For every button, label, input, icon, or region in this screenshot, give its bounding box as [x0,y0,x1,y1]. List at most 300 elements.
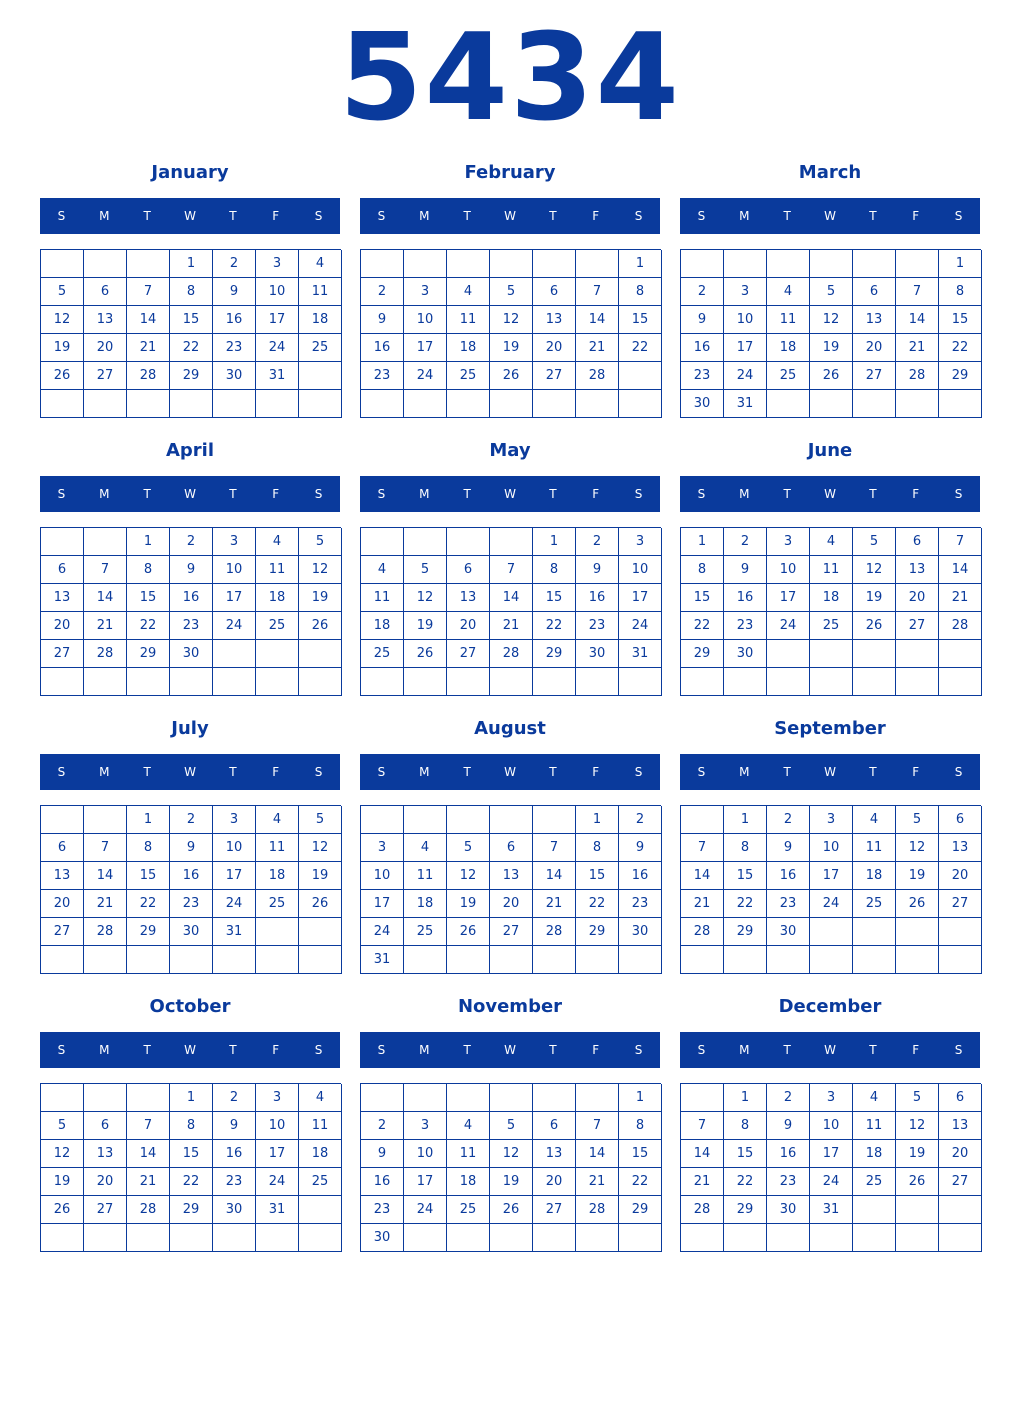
weekday-label: S [954,487,963,501]
day-cell: 3 [810,806,853,834]
day-cell: 11 [447,306,490,334]
empty-day-cell [84,1224,127,1252]
weekday-label: M [419,487,430,501]
empty-day-cell [299,362,342,390]
month-name: May [489,440,531,461]
day-cell: 8 [576,834,619,862]
day-cell: 30 [724,640,767,668]
day-cell: 27 [533,1196,576,1224]
day-cell: 21 [576,1168,619,1196]
empty-day-cell [490,946,533,974]
day-cell: 26 [490,362,533,390]
empty-day-cell [41,250,84,278]
empty-day-cell [853,390,896,418]
weekday-label: S [57,1043,66,1057]
empty-day-cell [939,668,982,696]
day-cell: 4 [256,806,299,834]
day-grid [40,1083,341,1252]
empty-day-cell [810,640,853,668]
empty-day-cell [127,946,170,974]
empty-day-cell [127,390,170,418]
day-cell: 18 [447,1168,490,1196]
day-cell: 15 [170,306,213,334]
day-cell: 27 [939,1168,982,1196]
day-grid [360,527,661,696]
empty-day-cell [404,668,447,696]
day-cell: 4 [853,806,896,834]
empty-day-cell [447,1224,490,1252]
day-cell: 8 [681,556,724,584]
empty-day-cell [767,1224,810,1252]
weekday-label: T [229,1043,237,1057]
day-cell: 5 [41,278,84,306]
day-cell: 9 [681,306,724,334]
day-cell: 26 [299,890,342,918]
day-cell: 23 [767,1168,810,1196]
day-cell: 19 [41,1168,84,1196]
weekday-header [680,476,980,512]
day-cell: 12 [490,306,533,334]
empty-day-cell [447,390,490,418]
day-cell: 28 [84,918,127,946]
empty-day-cell [681,250,724,278]
weekday-label: T [549,487,557,501]
day-cell: 27 [41,918,84,946]
empty-day-cell [447,250,490,278]
day-cell: 26 [299,612,342,640]
weekday-label: T [549,209,557,223]
day-cell: 24 [213,612,256,640]
day-cell: 10 [256,1112,299,1140]
empty-day-cell [404,250,447,278]
day-cell: 3 [256,250,299,278]
day-cell: 21 [533,890,576,918]
day-cell: 16 [619,862,662,890]
empty-day-cell [853,250,896,278]
day-cell: 9 [361,1140,404,1168]
day-cell: 23 [681,362,724,390]
weekday-label: W [504,209,516,223]
day-cell: 21 [84,612,127,640]
day-cell: 3 [213,806,256,834]
weekday-header [680,1032,980,1068]
day-cell: 26 [810,362,853,390]
day-cell: 31 [213,918,256,946]
day-cell: 14 [490,584,533,612]
day-cell: 16 [361,1168,404,1196]
weekday-label: F [912,765,920,779]
day-cell: 29 [619,1196,662,1224]
day-cell: 29 [533,640,576,668]
day-cell: 12 [299,556,342,584]
day-cell: 27 [853,362,896,390]
day-cell: 16 [767,862,810,890]
weekday-label: S [697,1043,706,1057]
day-cell: 24 [619,612,662,640]
empty-day-cell [896,390,939,418]
empty-day-cell [361,390,404,418]
day-cell: 16 [724,584,767,612]
day-grid [680,249,981,418]
day-cell: 22 [939,334,982,362]
empty-day-cell [533,946,576,974]
weekday-label: S [697,765,706,779]
day-cell: 3 [361,834,404,862]
day-cell: 27 [84,1196,127,1224]
day-grid [680,527,981,696]
day-cell: 7 [681,1112,724,1140]
day-cell: 22 [576,890,619,918]
weekday-label: F [912,209,920,223]
day-cell: 19 [896,1140,939,1168]
day-cell: 20 [939,1140,982,1168]
day-cell: 2 [767,806,810,834]
weekday-label: S [377,209,386,223]
empty-day-cell [447,528,490,556]
day-cell: 5 [41,1112,84,1140]
day-cell: 24 [767,612,810,640]
day-cell: 23 [361,1196,404,1224]
day-cell: 6 [447,556,490,584]
weekday-header [40,476,340,512]
day-cell: 13 [41,862,84,890]
day-cell: 1 [724,806,767,834]
weekday-label: W [504,765,516,779]
day-cell: 10 [810,1112,853,1140]
empty-day-cell [681,668,724,696]
day-cell: 9 [213,278,256,306]
day-cell: 2 [213,1084,256,1112]
day-cell: 13 [447,584,490,612]
day-cell: 2 [361,1112,404,1140]
empty-day-cell [853,1224,896,1252]
empty-day-cell [361,806,404,834]
day-cell: 1 [127,806,170,834]
day-cell: 29 [127,640,170,668]
weekday-label: S [954,1043,963,1057]
empty-day-cell [767,390,810,418]
day-cell: 23 [170,890,213,918]
weekday-label: S [377,1043,386,1057]
day-cell: 25 [853,890,896,918]
empty-day-cell [896,250,939,278]
day-cell: 30 [361,1224,404,1252]
day-cell: 20 [490,890,533,918]
day-cell: 15 [939,306,982,334]
day-cell: 10 [256,278,299,306]
day-cell: 8 [127,556,170,584]
day-cell: 20 [896,584,939,612]
day-cell: 21 [84,890,127,918]
day-cell: 15 [127,862,170,890]
day-cell: 30 [213,362,256,390]
day-cell: 31 [724,390,767,418]
empty-day-cell [767,668,810,696]
empty-day-cell [447,1084,490,1112]
day-cell: 19 [447,890,490,918]
day-cell: 23 [724,612,767,640]
day-cell: 11 [853,1112,896,1140]
day-cell: 28 [576,1196,619,1224]
empty-day-cell [939,1196,982,1224]
day-cell: 13 [939,1112,982,1140]
day-cell: 29 [170,1196,213,1224]
day-cell: 19 [810,334,853,362]
day-cell: 19 [41,334,84,362]
day-cell: 7 [533,834,576,862]
day-cell: 5 [490,278,533,306]
weekday-label: M [739,209,750,223]
day-cell: 22 [170,1168,213,1196]
empty-day-cell [170,668,213,696]
day-cell: 1 [619,1084,662,1112]
weekday-label: W [504,1043,516,1057]
empty-day-cell [404,1224,447,1252]
day-cell: 13 [939,834,982,862]
day-cell: 25 [256,612,299,640]
empty-day-cell [896,1224,939,1252]
day-cell: 13 [533,1140,576,1168]
empty-day-cell [447,946,490,974]
day-cell: 29 [724,1196,767,1224]
weekday-label: F [592,487,600,501]
weekday-label: S [954,765,963,779]
day-cell: 5 [896,806,939,834]
day-cell: 20 [84,334,127,362]
day-cell: 25 [299,1168,342,1196]
day-cell: 24 [810,890,853,918]
day-cell: 6 [490,834,533,862]
day-cell: 13 [84,306,127,334]
empty-day-cell [127,250,170,278]
day-cell: 6 [41,556,84,584]
day-cell: 23 [576,612,619,640]
day-cell: 25 [853,1168,896,1196]
day-cell: 10 [810,834,853,862]
day-cell: 23 [213,334,256,362]
weekday-label: F [272,209,280,223]
day-cell: 4 [256,528,299,556]
empty-day-cell [681,1224,724,1252]
day-cell: 18 [404,890,447,918]
empty-day-cell [256,918,299,946]
day-cell: 24 [404,362,447,390]
empty-day-cell [170,946,213,974]
weekday-label: F [912,487,920,501]
day-cell: 6 [853,278,896,306]
empty-day-cell [724,946,767,974]
empty-day-cell [41,1224,84,1252]
weekday-header [40,754,340,790]
empty-day-cell [404,806,447,834]
weekday-label: T [869,487,877,501]
empty-day-cell [404,1084,447,1112]
day-cell: 24 [361,918,404,946]
empty-day-cell [853,1196,896,1224]
day-cell: 7 [127,1112,170,1140]
empty-day-cell [404,946,447,974]
day-cell: 17 [256,1140,299,1168]
empty-day-cell [127,1224,170,1252]
day-cell: 9 [170,834,213,862]
empty-day-cell [361,250,404,278]
day-cell: 18 [299,306,342,334]
day-cell: 2 [724,528,767,556]
day-cell: 7 [576,1112,619,1140]
empty-day-cell [41,1084,84,1112]
day-cell: 12 [41,306,84,334]
day-cell: 11 [767,306,810,334]
day-cell: 15 [724,1140,767,1168]
day-cell: 30 [170,640,213,668]
day-cell: 11 [299,1112,342,1140]
empty-day-cell [767,250,810,278]
day-cell: 1 [681,528,724,556]
empty-day-cell [361,528,404,556]
day-cell: 1 [619,250,662,278]
day-cell: 11 [299,278,342,306]
day-cell: 23 [361,362,404,390]
weekday-label: M [739,765,750,779]
day-cell: 29 [576,918,619,946]
day-cell: 23 [170,612,213,640]
empty-day-cell [939,918,982,946]
empty-day-cell [299,640,342,668]
weekday-label: W [824,209,836,223]
weekday-label: F [272,765,280,779]
day-cell: 25 [361,640,404,668]
empty-day-cell [533,390,576,418]
empty-day-cell [404,528,447,556]
day-cell: 27 [533,362,576,390]
day-cell: 28 [127,362,170,390]
empty-day-cell [256,1224,299,1252]
day-cell: 11 [810,556,853,584]
empty-day-cell [896,946,939,974]
day-cell: 3 [404,278,447,306]
weekday-label: T [549,1043,557,1057]
weekday-label: S [697,209,706,223]
day-cell: 26 [896,890,939,918]
month-name: October [149,996,231,1017]
weekday-header [360,1032,660,1068]
empty-day-cell [810,946,853,974]
day-cell: 8 [533,556,576,584]
month-name: August [474,718,546,739]
day-cell: 25 [404,918,447,946]
day-cell: 13 [896,556,939,584]
day-cell: 4 [810,528,853,556]
day-cell: 15 [170,1140,213,1168]
month-name: April [165,440,215,461]
day-cell: 20 [533,1168,576,1196]
day-cell: 10 [767,556,810,584]
weekday-label: W [824,487,836,501]
day-cell: 23 [767,890,810,918]
empty-day-cell [939,640,982,668]
empty-day-cell [299,918,342,946]
empty-day-cell [896,918,939,946]
empty-day-cell [490,668,533,696]
day-cell: 18 [299,1140,342,1168]
day-cell: 8 [724,834,767,862]
day-cell: 18 [361,612,404,640]
weekday-label: T [143,487,151,501]
day-cell: 16 [213,1140,256,1168]
weekday-label: T [869,1043,877,1057]
day-cell: 11 [256,834,299,862]
empty-day-cell [490,528,533,556]
weekday-header [360,754,660,790]
empty-day-cell [213,946,256,974]
day-cell: 7 [576,278,619,306]
day-cell: 25 [810,612,853,640]
day-cell: 6 [896,528,939,556]
day-cell: 21 [939,584,982,612]
day-cell: 20 [41,890,84,918]
day-cell: 15 [619,1140,662,1168]
weekday-label: S [634,765,643,779]
empty-day-cell [853,918,896,946]
empty-day-cell [84,668,127,696]
weekday-label: S [314,209,323,223]
day-cell: 7 [84,834,127,862]
day-cell: 4 [299,250,342,278]
day-cell: 10 [724,306,767,334]
day-cell: 4 [361,556,404,584]
day-cell: 17 [361,890,404,918]
empty-day-cell [853,640,896,668]
day-cell: 3 [767,528,810,556]
empty-day-cell [256,668,299,696]
empty-day-cell [213,390,256,418]
month-name: December [778,996,882,1017]
empty-day-cell [361,1084,404,1112]
empty-day-cell [490,250,533,278]
day-cell: 8 [170,1112,213,1140]
day-cell: 24 [724,362,767,390]
day-cell: 22 [127,612,170,640]
day-cell: 6 [84,1112,127,1140]
empty-day-cell [724,1224,767,1252]
day-cell: 8 [724,1112,767,1140]
day-cell: 9 [767,1112,810,1140]
month-name: June [807,440,853,461]
day-cell: 18 [853,1140,896,1168]
day-cell: 29 [724,918,767,946]
day-cell: 22 [619,334,662,362]
weekday-label: T [783,209,791,223]
weekday-label: M [419,209,430,223]
empty-day-cell [127,1084,170,1112]
empty-day-cell [490,1084,533,1112]
day-cell: 31 [810,1196,853,1224]
empty-day-cell [299,1224,342,1252]
empty-day-cell [810,668,853,696]
empty-day-cell [939,1224,982,1252]
empty-day-cell [810,918,853,946]
day-cell: 29 [681,640,724,668]
day-cell: 15 [127,584,170,612]
day-cell: 10 [404,306,447,334]
day-cell: 31 [256,1196,299,1224]
month-name: September [774,718,886,739]
day-cell: 26 [490,1196,533,1224]
day-cell: 4 [447,1112,490,1140]
empty-day-cell [41,946,84,974]
day-cell: 1 [576,806,619,834]
weekday-label: F [592,1043,600,1057]
